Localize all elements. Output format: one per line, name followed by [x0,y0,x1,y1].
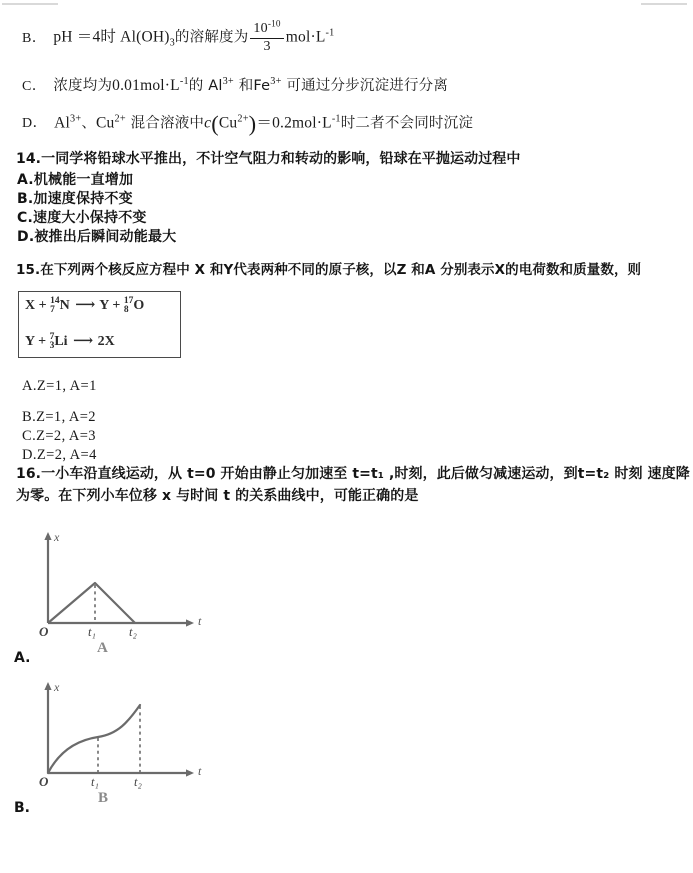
scan-artifact-line-right [641,3,687,5]
chem-option-d-text1: 混合溶液中 [125,115,205,132]
question-16-choice-a-label: A. [14,650,31,666]
chem-option-c-ion2-exp: 3+ [270,75,282,87]
question-15-option-b: B.Z=1, A=2 [22,409,96,425]
eq2-result: 2X [97,334,115,350]
chem-option-d-dot: · [316,114,323,132]
chem-option-c-l: L [170,77,180,94]
eq1-nitrogen-numbers [50,297,60,315]
eq2-arrow-icon: ⟶ [73,334,93,350]
graph-b-tick-t1-label: t₁ [91,775,99,789]
eq2-li-symbol: Li [54,334,68,350]
graph-a-y-axis-label: x [54,530,60,544]
graph-a-y-arrow-icon [44,532,51,540]
eq1-n-mass-number: 14 [50,296,60,306]
graph-b-curve [48,705,140,773]
eq1-n-charge-number: 7 [50,305,55,316]
eq2-y: Y [25,334,35,350]
chem-option-c-text2: 的 Al [188,78,223,94]
chem-option-b [22,18,335,54]
eq1-y: Y [99,298,109,314]
graph-a-curve [48,583,135,623]
eq1-plus-2: + [112,298,121,314]
chem-option-d-separator: 、 [81,115,97,132]
graph-b-origin-label: O [39,774,49,789]
chem-option-d-l-exp: -1 [331,113,341,125]
chem-option-c-ion1-exp: 3+ [222,75,234,87]
question-14-option-a: A.机械能一直增加 [17,172,134,188]
chem-option-b-prefix: pH ＝4时 Al(OH) [53,28,170,46]
graph-a-container [30,528,220,638]
eq1-n-symbol: N [59,298,70,314]
question-15-option-d: D.Z=2, A=4 [22,447,97,463]
chem-option-b-sub3: 3 [169,37,175,49]
chem-option-c-text4: 可通过分步沉淀进行分离 [281,78,449,94]
eq1-o-mass-number: 17 [123,296,134,306]
chem-option-c-text3: 和Fe [233,78,271,94]
eq1-arrow-icon: ⟶ [75,298,95,314]
fraction-denominator: 3 [263,38,271,54]
chem-option-d-paren-open: ( [211,111,219,136]
chem-option-d [22,113,473,135]
question-15-stem: 15.在下列两个核反应方程中 X 和Y代表两种不同的原子核，以Z 和A 分别表示X的电荷数和质量数，则 [16,262,642,278]
eq1-plus-1: + [38,298,47,314]
question-14-option-d: D.被推出后瞬间动能最大 [17,229,177,245]
graph-b-tick-t2-label: t₂ [134,775,142,789]
question-15-option-c: C.Z=2, A=3 [22,428,96,444]
eq1-o-symbol: O [133,298,145,314]
graph-b-y-arrow-icon [44,682,51,690]
question-14-option-c: C.速度大小保持不变 [17,210,147,226]
chem-option-c [22,75,449,94]
chem-option-b-unit-dot: · [310,28,316,46]
chem-option-d-paren-close: ) [248,111,257,136]
chem-option-d-ion2-exp: 2+ [114,113,126,125]
chem-option-d-c-symbol: c [204,114,212,132]
chem-option-d-letter: D． [22,116,48,132]
eq2-plus: + [38,334,47,350]
question-14-option-b: B.加速度保持不变 [17,191,133,207]
nuclear-equation-line-1 [25,297,144,315]
eq2-lithium-numbers [50,333,55,351]
question-16-choice-b-label: B. [14,800,30,816]
chem-option-c-l-exp: -1 [179,75,189,87]
question-14-stem: 14.一同学将铅球水平推出，不计空气阻力和转动的影响，铅球在平抛运动过程中 [16,151,521,167]
eq1-oxygen-numbers [124,297,134,315]
question-15-option-a: A.Z=1, A=1 [22,378,97,394]
graph-b-title: B [98,790,109,806]
chem-option-d-equals: ＝ [256,114,273,132]
chem-option-d-l: L [322,114,332,132]
eq2-li-charge-number: 3 [49,341,55,352]
graph-a-origin-label: O [39,624,49,639]
graph-b-x-axis-label: t [198,764,202,778]
eq1-x: X [25,298,36,314]
chem-option-b-fraction [250,18,283,54]
fraction-numerator-exponent: -10 [267,18,281,29]
chem-option-d-inner-exp: 2+ [237,113,249,125]
chem-option-c-letter: C． [22,79,47,94]
nuclear-equation-box [18,291,181,358]
chem-option-d-ion1: Al [54,114,71,132]
graph-b-container [30,678,220,788]
question-16-stem-line-1: 16.一小车沿直线运动，从 t=0 开始由静止匀加速至 t=t₁ ,时刻，此后做匀减速运动，到t=t₂ 时刻 速度降 [16,466,690,482]
chem-option-c-text1: 浓度均为 [53,78,113,94]
chem-option-d-inner: Cu [218,114,238,132]
scan-artifact-line-left [2,3,58,5]
chem-option-d-text2: 时二者不会同时沉淀 [340,115,474,132]
chem-option-b-letter: B． [22,30,47,46]
chem-option-b-mid: 的溶解度为 [174,29,249,46]
chem-option-c-value: 0.01mol [112,77,165,94]
eq2-li-mass-number: 7 [49,332,55,342]
question-16-stem-line-2: 为零。在下列小车位移 x 与时间 t 的关系曲线中，可能正确的是 [16,488,419,504]
chem-option-d-value: 0.2mol [272,114,317,132]
graph-a-x-axis-label: t [198,614,202,628]
nuclear-equation-line-2 [25,333,115,351]
graph-b-x-arrow-icon [186,769,194,776]
graph-a-tick-t2-label: t₂ [129,625,137,639]
chem-option-b-unit-exp: -1 [325,27,335,39]
chem-option-b-unit: mol [285,28,311,46]
eq1-o-charge-number: 8 [123,305,129,316]
graph-a-tick-t1-label: t₁ [88,625,96,639]
chem-option-c-dot: · [164,77,171,94]
graph-a-x-arrow-icon [186,619,194,626]
graph-a-title: A [97,640,108,656]
chem-option-d-ion1-exp: 3+ [70,113,82,125]
chem-option-d-ion2: Cu [96,114,115,132]
fraction-numerator-base: 10 [253,21,268,36]
graph-b-y-axis-label: x [54,680,60,694]
chem-option-b-unit-l: L [315,28,326,46]
